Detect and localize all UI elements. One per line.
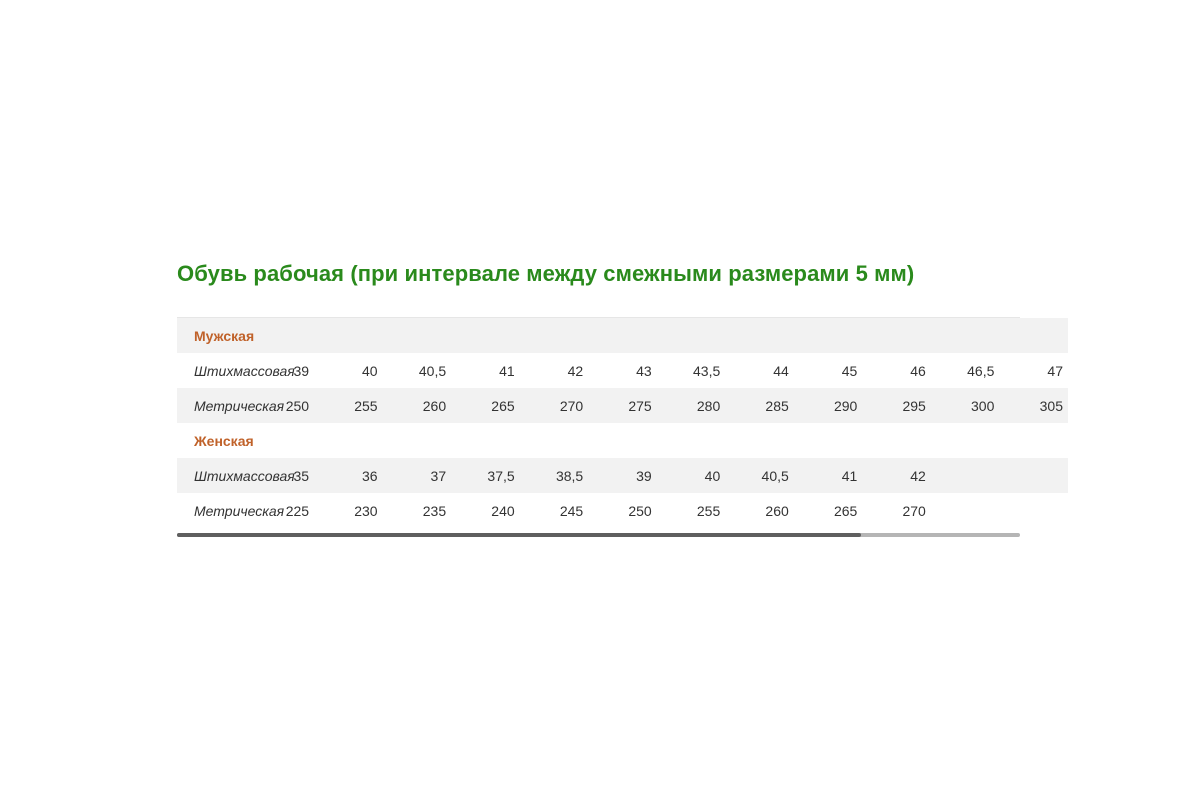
table-row: [177, 388, 1068, 423]
scrollbar-thumb[interactable]: [177, 533, 861, 537]
size-cell: [999, 458, 1068, 493]
table-row: [177, 353, 1068, 388]
section-label-men: Мужская: [194, 327, 255, 344]
section-label-women: Женская: [194, 432, 254, 449]
size-cell: 255: [696, 502, 721, 519]
size-cell: 42: [567, 362, 584, 379]
row-label: Метрическая: [194, 397, 285, 414]
size-cell: 40,5: [418, 362, 447, 379]
size-cell: 46,5: [967, 362, 995, 379]
size-cell: 40: [362, 362, 378, 379]
size-table-container[interactable]: [177, 318, 1063, 540]
size-cell: 300: [971, 397, 995, 414]
size-cell: 265: [833, 502, 858, 519]
size-cell: 260: [765, 502, 789, 519]
size-cell: 41: [841, 467, 858, 484]
table-row: [177, 493, 1068, 528]
table-row: [177, 458, 1068, 493]
size-cell: 305: [1039, 397, 1063, 414]
size-cell: 42: [910, 467, 926, 484]
size-cell: 35: [293, 467, 310, 484]
size-cell: 285: [765, 397, 789, 414]
size-cell: 270: [559, 397, 584, 414]
size-cell: 260: [422, 397, 447, 414]
size-cell: 280: [696, 397, 721, 414]
row-label: Штихмассовая: [194, 362, 295, 379]
size-cell: 295: [902, 397, 926, 414]
section-header-men: [177, 318, 1068, 353]
size-cell: 270: [902, 502, 926, 519]
size-cell: 43,5: [693, 362, 721, 379]
row-label: Штихмассовая: [194, 467, 295, 484]
size-cell: 240: [491, 502, 515, 519]
size-cell: 250: [628, 502, 652, 519]
size-cell: 47: [1047, 362, 1063, 379]
page-title: Обувь рабочая (при интервале между смежными размерами 5 мм): [177, 261, 915, 286]
size-cell: 41: [499, 362, 515, 379]
size-cell: 44: [773, 362, 789, 379]
size-cell: 43: [636, 362, 652, 379]
size-cell: 46: [910, 362, 926, 379]
size-cell: [999, 493, 1068, 528]
size-cell: 290: [833, 397, 858, 414]
row-label: Метрическая: [194, 502, 285, 519]
size-cell: 45: [841, 362, 858, 379]
size-cell: 230: [354, 502, 378, 519]
size-cell: 245: [559, 502, 584, 519]
size-cell: [931, 458, 1000, 493]
section-header-women: [177, 423, 1068, 458]
size-cell: 36: [362, 467, 378, 484]
size-cell: 38,5: [555, 467, 584, 484]
size-cell: 39: [636, 467, 652, 484]
size-cell: 39: [293, 362, 310, 379]
size-cell: 235: [422, 502, 447, 519]
size-cell: [931, 493, 1000, 528]
size-cell: 255: [354, 397, 378, 414]
size-table: [177, 318, 1068, 528]
size-cell: 40: [704, 467, 721, 484]
size-cell: 37: [430, 467, 447, 484]
size-cell: 265: [491, 397, 515, 414]
size-cell: 225: [285, 502, 310, 519]
size-cell: 37,5: [487, 467, 515, 484]
horizontal-scrollbar[interactable]: [177, 533, 1020, 537]
size-cell: 275: [628, 397, 652, 414]
size-cell: 40,5: [761, 467, 789, 484]
size-cell: 250: [285, 397, 310, 414]
